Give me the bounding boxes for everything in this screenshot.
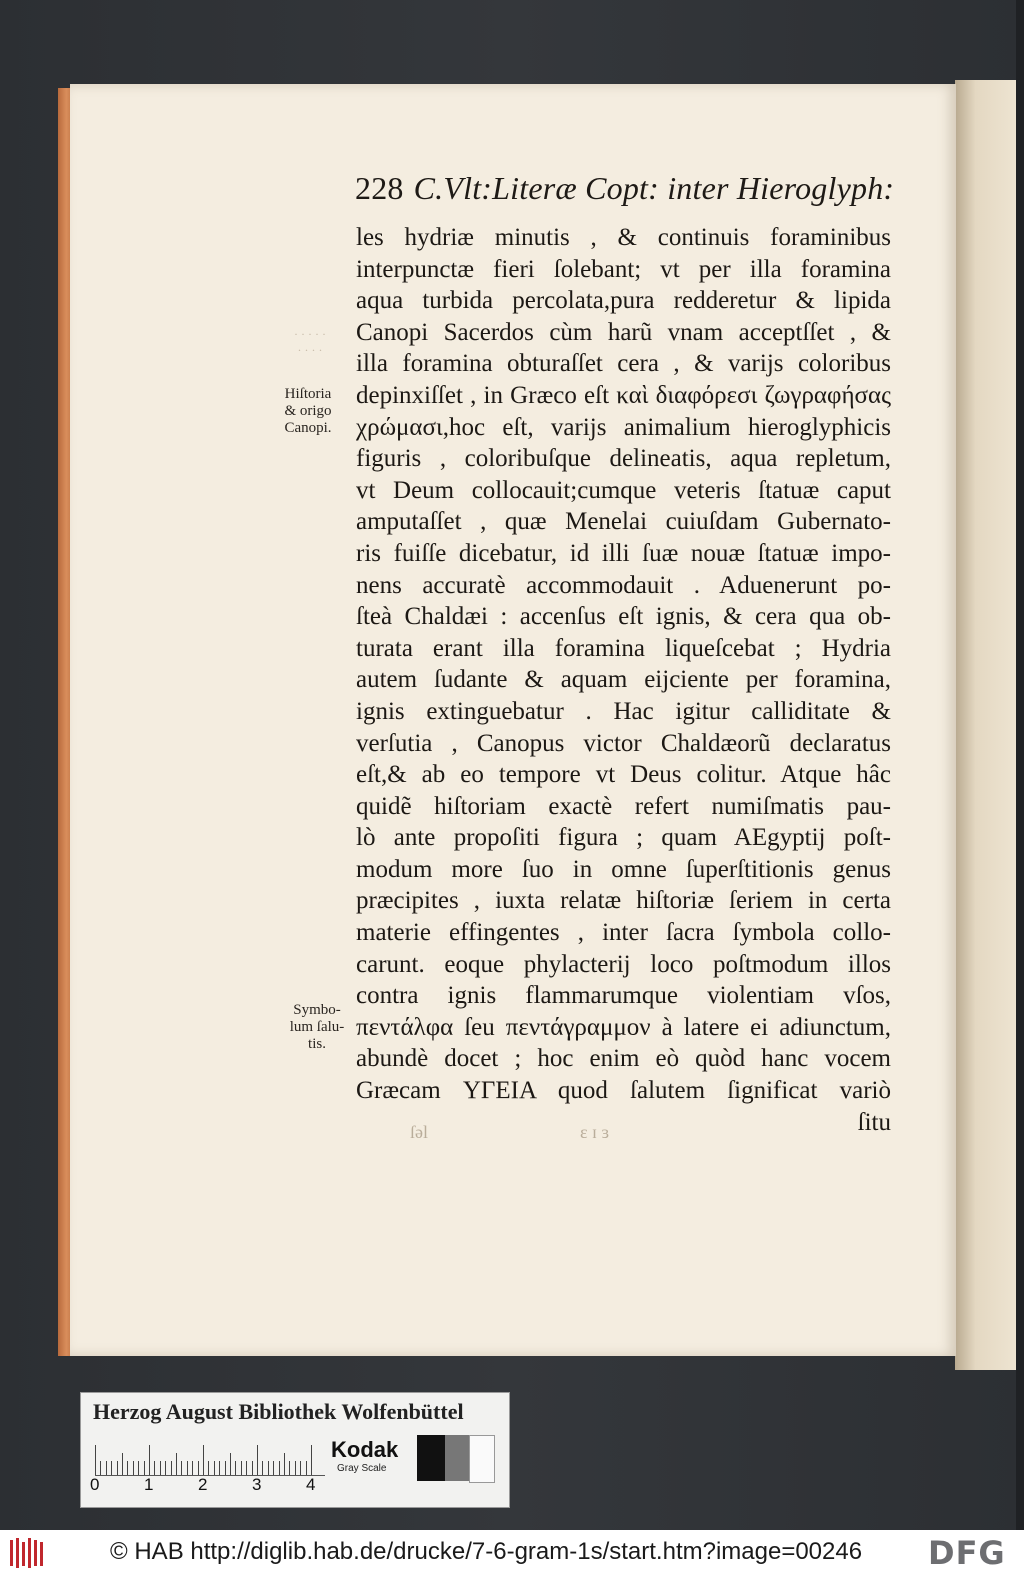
text-line: modum more ſuo in omne ſuperſtitionis genus <box>356 855 891 883</box>
hab-logo-icon <box>8 1536 48 1570</box>
ruler-tick <box>106 1461 107 1475</box>
ruler-number: 4 <box>306 1475 316 1494</box>
text-line: depinxiſſet , in Græco eſt καὶ διαφόρεσι ζωγραφήσας <box>356 381 891 409</box>
text-line: vt Deum collocauit;cumque veteris ſtatuæ caput <box>356 476 891 504</box>
ruler-tick <box>268 1461 269 1475</box>
ruler-tick <box>117 1461 118 1475</box>
ruler-tick <box>295 1461 296 1475</box>
ruler-tick <box>198 1461 199 1475</box>
ink-offset-text: ɛ ɪ ɜ <box>580 1122 610 1142</box>
margin-bleed-through: · · · · · · · · · <box>294 327 326 357</box>
ruler-tick <box>300 1461 301 1475</box>
facing-page-edge <box>955 80 1024 1370</box>
margin-note-history <box>268 386 348 437</box>
text-line: interpunctæ fieri ſolebant; vt per illa foramina <box>356 255 891 283</box>
text-line: χρώμασι,hoc eſt, varijs animalium hieroglyphicis <box>356 413 891 441</box>
ruler-tick <box>122 1453 123 1475</box>
library-name: Herzog August Bibliothek Wolfenbüttel <box>93 1399 464 1424</box>
ruler-tick <box>257 1445 258 1475</box>
gray-swatch-black <box>417 1435 445 1481</box>
gray-scale-label: Gray Scale <box>337 1463 387 1474</box>
ruler-number: 0 <box>90 1475 100 1494</box>
text-line: ſitu <box>857 1108 891 1136</box>
text-line: præcipites , iuxta relatæ hiſtoriæ ſeriem in certa <box>356 887 891 915</box>
ruler-tick <box>306 1461 307 1475</box>
text-line: les hydriæ minutis , & continuis foraminibus <box>356 224 891 251</box>
ruler-tick <box>214 1461 215 1475</box>
ruler-tick <box>133 1461 134 1475</box>
margin-note-line: Hiſtoria <box>284 386 332 402</box>
kodak-logo: Kodak <box>331 1437 399 1462</box>
ruler-tick <box>111 1461 112 1475</box>
gray-swatch-white <box>469 1435 495 1483</box>
ruler-tick <box>241 1461 242 1475</box>
ink-offset-text: ſəl <box>410 1122 428 1142</box>
running-head-title: C.Vlt:Literæ Copt: inter Hieroglyph: <box>413 170 895 206</box>
ink-offset <box>410 1122 850 1144</box>
text-line: figuris , coloribuſque delineatis, aqua repletum, <box>356 445 891 473</box>
ruler-tick <box>203 1445 204 1475</box>
ruler-tick <box>225 1461 226 1475</box>
margin-note-symbol <box>272 1002 362 1053</box>
ruler-tick <box>219 1461 220 1475</box>
dfg-logo: DFG <box>928 1534 1006 1572</box>
margin-note-line: lum ſalu- <box>289 1019 345 1035</box>
ruler-number: 3 <box>252 1475 262 1494</box>
ruler-tick <box>95 1445 96 1475</box>
ruler-tick <box>262 1461 263 1475</box>
ruler-tick <box>235 1461 236 1475</box>
ruler-tick <box>289 1461 290 1475</box>
margin-note-line: tis. <box>308 1036 326 1052</box>
text-line: ſteà Chaldæi : accenſus eſt ignis, & cera qua ob- <box>356 603 891 631</box>
ruler-tick <box>252 1461 253 1475</box>
text-line: amputaſſet , quæ Menelai cuiuſdam Gubernato- <box>356 508 891 536</box>
ruler-tick <box>311 1445 312 1475</box>
ruler-tick <box>127 1461 128 1475</box>
text-line: eſt,& ab eo tempore vt Deus colitur. Atque hâc <box>356 761 891 789</box>
text-line: ignis extinguebatur . Hac igitur calliditate & <box>356 697 891 725</box>
gray-swatch-mid <box>445 1435 469 1481</box>
ruler-tick <box>208 1461 209 1475</box>
ruler-tick <box>187 1461 188 1475</box>
text-line: abundè docet ; hoc enim eò quòd hanc vocem <box>356 1045 891 1073</box>
ruler-tick <box>138 1461 139 1475</box>
text-line: turata erant illa foramina liqueſcebat ; Hydria <box>356 634 891 662</box>
text-line: ris fuiſſe dicebatur, id illi ſuæ nouæ ſtatuæ impo- <box>356 539 891 567</box>
copyright-url[interactable]: © HAB http://diglib.hab.de/drucke/7-6-gram-1s/start.htm?image=00246 <box>110 1538 863 1565</box>
body-text <box>356 222 891 1138</box>
ruler-tick <box>192 1461 193 1475</box>
footer-bar <box>0 1530 1024 1577</box>
text-line: contra ignis flammarumque violentiam vſos, <box>356 982 891 1010</box>
margin-note-line: Canopi. <box>284 420 332 436</box>
ruler-tick <box>171 1461 172 1475</box>
ruler-tick <box>176 1453 177 1475</box>
ruler-number: 1 <box>144 1475 154 1494</box>
ruler-tick <box>230 1453 231 1475</box>
page-number: 228 <box>355 170 404 206</box>
ruler-tick <box>284 1453 285 1475</box>
text-line: verſutia , Canopus victor Chaldæorũ declaratus <box>356 729 891 757</box>
ruler-tick <box>181 1461 182 1475</box>
text-line: autem ſudante & aquam eijciente per foramina, <box>356 666 891 694</box>
margin-note-line: & origo <box>284 403 332 419</box>
text-line: Canopi Sacerdos cùm harũ vnam acceptſſet , & <box>356 318 891 346</box>
ruler-tick <box>246 1461 247 1475</box>
text-line: Græcam ΥΓΕΙΑ quod ſalutem ſignificat variò <box>356 1077 891 1105</box>
ruler-tick <box>149 1445 150 1475</box>
ruler-tick <box>160 1461 161 1475</box>
ruler-tick <box>279 1461 280 1475</box>
ruler-tick <box>165 1461 166 1475</box>
scale-ruler <box>95 1441 325 1476</box>
text-line: aqua turbida percolata,pura redderetur & lipida <box>356 287 891 315</box>
margin-note-line: Symbo- <box>293 1002 341 1018</box>
scan-frame-edge <box>1016 0 1024 1530</box>
text-line: quidẽ hiſtoriam exactè refert numiſmatis pau- <box>356 792 891 820</box>
ruler-tick <box>100 1461 101 1475</box>
text-line: materie effingentes , inter ſacra ſymbola collo- <box>356 919 891 947</box>
text-line: nens accuratè accommodauit . Aduenerunt po- <box>356 571 891 599</box>
ruler-tick <box>273 1461 274 1475</box>
text-line: carunt. eoque phylacterij loco poſtmodum illos <box>356 950 891 978</box>
ruler-tick <box>154 1461 155 1475</box>
text-line: πεντάλφα ſeu πεντάγραμμον à latere ei adiunctum, <box>356 1013 891 1041</box>
running-head <box>355 170 895 214</box>
ruler-tick <box>144 1461 145 1475</box>
text-line: illa foramina obturaſſet cera , & varijs coloribus <box>356 350 891 378</box>
ruler-number: 2 <box>198 1475 208 1494</box>
text-line: lò ante propoſiti figura ; quam AEgyptij poſt- <box>356 824 891 852</box>
